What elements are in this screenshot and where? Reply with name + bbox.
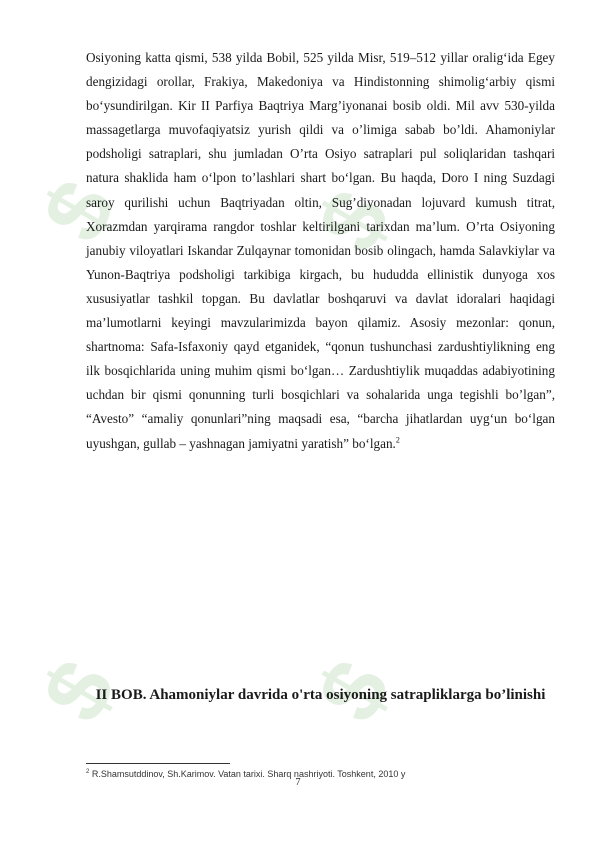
footnote-reference[interactable]: 2 <box>395 435 400 445</box>
chapter-title: II BOB. Ahamoniylar davrida o'rta osiyoning satrapliklarga bo’linishi <box>95 687 546 703</box>
body-paragraph <box>86 46 555 456</box>
footnote-text: R.Shamsutddinov, Sh.Karimov. Vatan tarixi. Sharq nashriyoti. Toshkent, 2010 y <box>89 769 406 779</box>
footnote-divider <box>86 763 230 764</box>
paragraph-text: Osiyoning katta qismi, 538 yilda Bobil, 525 yilda Misr, 519–512 yillar oralig‘ida Egey dengizidagi orollar, Frakiya, Makedoniya va Hindistonning shimolig‘arbiy qismi bo‘ysundirilgan. Kir II Parfiya Baqtriya Marg’iyonanai bosib oldi. Mil avv 530-yilda massagetlarga muvofaqiyatsiz yurish qildi va o’limiga sabab bo’ldi. Ahamoniylar podsholigi satraplari, shu jumladan O’rta Osiyo satraplari pul soliqlaridan tashqari natura shaklida ham o‘lpon to’lashlari shart bo‘lgan. Bu haqda, Doro I ning Suzdagi saroy qurilishi uchun Baqtriyadan oltin, Sug’diyonadan lojuvard kumush titrat, Xorazmdan yarqirama rangdor toshlar keltirilgani tarixdan ma’lum. O’rta Osiyoning janubiy viloyatlari Iskandar Zulqaynar tomonidan bosib olingach, hamda Salavkiylar va Yunon-Baqtriya podsholigi tarkibiga kirgach, bu hududda ellinistik dunyoga xos xususiyatlar tashkil topgan. Bu davlatlar boshqaruvi va davlat idoralari haqidagi ma’lumotlarni keyingi mavzularimizda bayon qilamiz. Asosiy mezonlar: qonun, shartnoma: Safa-Isfaxoniy qayd etganidek, “qonun tushunchasi zardushtiylikning eng ilk bosqichlarida uning muhim qismi bo‘lgan… Zardushtiylik muqaddas adabiyotining uchdan bir qismi qonunning turli bosqichlari va sohalarida unga tegishli bo’lgan”, “Avesto” “amaliy qonunlari”ning maqsadi esa, “barcha jihatlardan uyg‘un bo‘lgan uyushgan, gullab – yashnagan jamiyatni yaratish” bo‘lgan. <box>86 50 555 451</box>
footnote-number: 2 <box>86 769 90 775</box>
watermark-logo: $ <box>298 174 411 268</box>
watermark-logo: $ <box>23 644 136 738</box>
page-number: 7 <box>295 777 301 788</box>
watermark-logo: $ <box>23 164 136 258</box>
watermark-logo: $ <box>298 644 411 738</box>
